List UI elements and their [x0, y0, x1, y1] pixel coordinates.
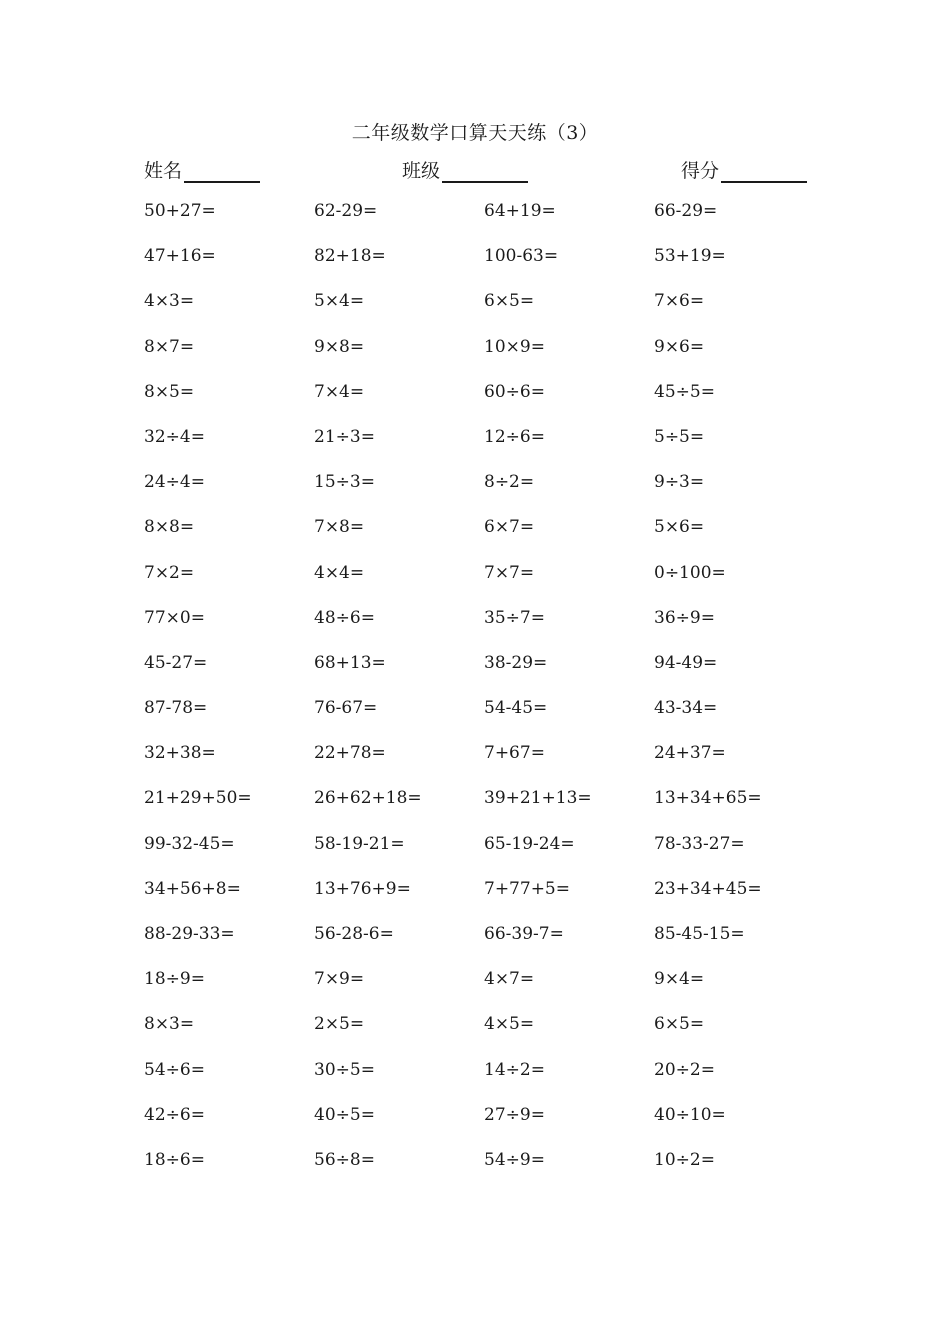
problem-item: 8×8=	[144, 517, 195, 538]
problem-item: 7+77+5=	[484, 878, 570, 899]
class-blank-line[interactable]	[442, 157, 528, 183]
problem-item: 8÷2=	[484, 472, 535, 493]
problem-item: 40÷10=	[654, 1104, 726, 1125]
problem-item: 4×4=	[314, 562, 365, 583]
class-label: 班级	[402, 160, 441, 182]
problem-item: 8×5=	[144, 381, 195, 402]
problem-item: 6×5=	[654, 1014, 705, 1035]
problem-item: 54-45=	[484, 698, 548, 719]
problem-item: 24+37=	[654, 743, 726, 764]
problem-item: 32+38=	[144, 743, 216, 764]
problem-item: 35÷7=	[484, 607, 545, 628]
problem-item: 21÷3=	[314, 426, 375, 447]
problem-item: 88-29-33=	[144, 924, 235, 944]
problem-item: 2×5=	[314, 1014, 365, 1035]
problem-item: 77×0=	[144, 607, 205, 628]
problem-item: 76-67=	[314, 698, 378, 719]
problem-item: 9÷3=	[654, 472, 705, 493]
problem-item: 66-39-7=	[484, 924, 564, 944]
name-blank-line[interactable]	[184, 157, 260, 183]
problem-item: 26+62+18=	[314, 788, 422, 809]
problem-item: 94-49=	[654, 652, 718, 673]
problem-item: 50+27=	[144, 201, 216, 221]
problem-item: 6×7=	[484, 517, 535, 538]
problem-item: 38-29=	[484, 652, 548, 673]
problem-item: 82+18=	[314, 246, 386, 267]
problem-item: 4×5=	[484, 1014, 535, 1035]
score-blank-line[interactable]	[721, 157, 807, 183]
problem-item: 5×6=	[654, 517, 705, 538]
problem-item: 47+16=	[144, 246, 216, 267]
problem-item: 64+19=	[484, 201, 556, 221]
problem-item: 21+29+50=	[144, 788, 252, 809]
problem-item: 7×8=	[314, 517, 365, 538]
problem-item: 58-19-21=	[314, 833, 405, 854]
problem-item: 100-63=	[484, 246, 559, 267]
problem-item: 8×7=	[144, 336, 195, 357]
problem-item: 7×7=	[484, 562, 535, 583]
name-field	[144, 156, 260, 183]
problem-item: 43-34=	[654, 698, 718, 719]
problem-item: 9×8=	[314, 336, 365, 357]
problem-item: 15÷3=	[314, 472, 375, 493]
problem-item: 65-19-24=	[484, 833, 575, 854]
problem-item: 40÷5=	[314, 1104, 375, 1125]
problem-item: 54÷9=	[484, 1149, 545, 1170]
problem-item: 5÷5=	[654, 426, 705, 447]
problem-item: 10×9=	[484, 336, 545, 357]
problem-item: 4×3=	[144, 291, 195, 312]
problem-item: 66-29=	[654, 201, 718, 221]
problem-item: 56-28-6=	[314, 924, 394, 944]
problem-item: 27÷9=	[484, 1104, 545, 1125]
problem-item: 23+34+45=	[654, 878, 762, 899]
problem-item: 78-33-27=	[654, 833, 745, 854]
problem-item: 7×9=	[314, 969, 365, 990]
problem-item: 54÷6=	[144, 1059, 205, 1080]
problem-item: 24÷4=	[144, 472, 205, 493]
problem-item: 0÷100=	[654, 562, 726, 583]
problem-item: 36÷9=	[654, 607, 715, 628]
problem-item: 45-27=	[144, 652, 208, 673]
name-label: 姓名	[144, 160, 183, 182]
problem-item: 14÷2=	[484, 1059, 545, 1080]
problem-item: 99-32-45=	[144, 833, 235, 854]
problem-item: 7×2=	[144, 562, 195, 583]
problem-item: 34+56+8=	[144, 878, 241, 899]
problem-item: 39+21+13=	[484, 788, 592, 809]
problem-item: 9×6=	[654, 336, 705, 357]
problem-item: 12÷6=	[484, 426, 545, 447]
problem-item: 48÷6=	[314, 607, 375, 628]
problem-item: 10÷2=	[654, 1149, 715, 1170]
problem-item: 7×6=	[654, 291, 705, 312]
problem-item: 56÷8=	[314, 1149, 375, 1170]
problem-item: 5×4=	[314, 291, 365, 312]
problem-item: 13+34+65=	[654, 788, 762, 809]
problem-item: 6×5=	[484, 291, 535, 312]
problem-item: 87-78=	[144, 698, 208, 719]
problem-item: 22+78=	[314, 743, 386, 764]
score-label: 得分	[681, 160, 720, 182]
problem-item: 32÷4=	[144, 426, 205, 447]
problem-item: 13+76+9=	[314, 878, 411, 899]
problem-item: 85-45-15=	[654, 924, 745, 944]
problem-item: 30÷5=	[314, 1059, 375, 1080]
problem-item: 45÷5=	[654, 381, 715, 402]
class-field	[402, 156, 528, 183]
problem-item: 18÷9=	[144, 969, 205, 990]
score-field	[681, 156, 807, 183]
problem-item: 60÷6=	[484, 381, 545, 402]
problem-item: 9×4=	[654, 969, 705, 990]
problem-item: 4×7=	[484, 969, 535, 990]
problem-item: 68+13=	[314, 652, 386, 673]
problem-item: 7+67=	[484, 743, 545, 764]
problem-item: 8×3=	[144, 1014, 195, 1035]
page-title: 二年级数学口算天天练（3）	[351, 122, 599, 144]
problem-item: 42÷6=	[144, 1104, 205, 1125]
problem-item: 53+19=	[654, 246, 726, 267]
problem-item: 18÷6=	[144, 1149, 205, 1170]
problem-item: 7×4=	[314, 381, 365, 402]
problem-item: 62-29=	[314, 201, 378, 221]
problem-item: 20÷2=	[654, 1059, 715, 1080]
